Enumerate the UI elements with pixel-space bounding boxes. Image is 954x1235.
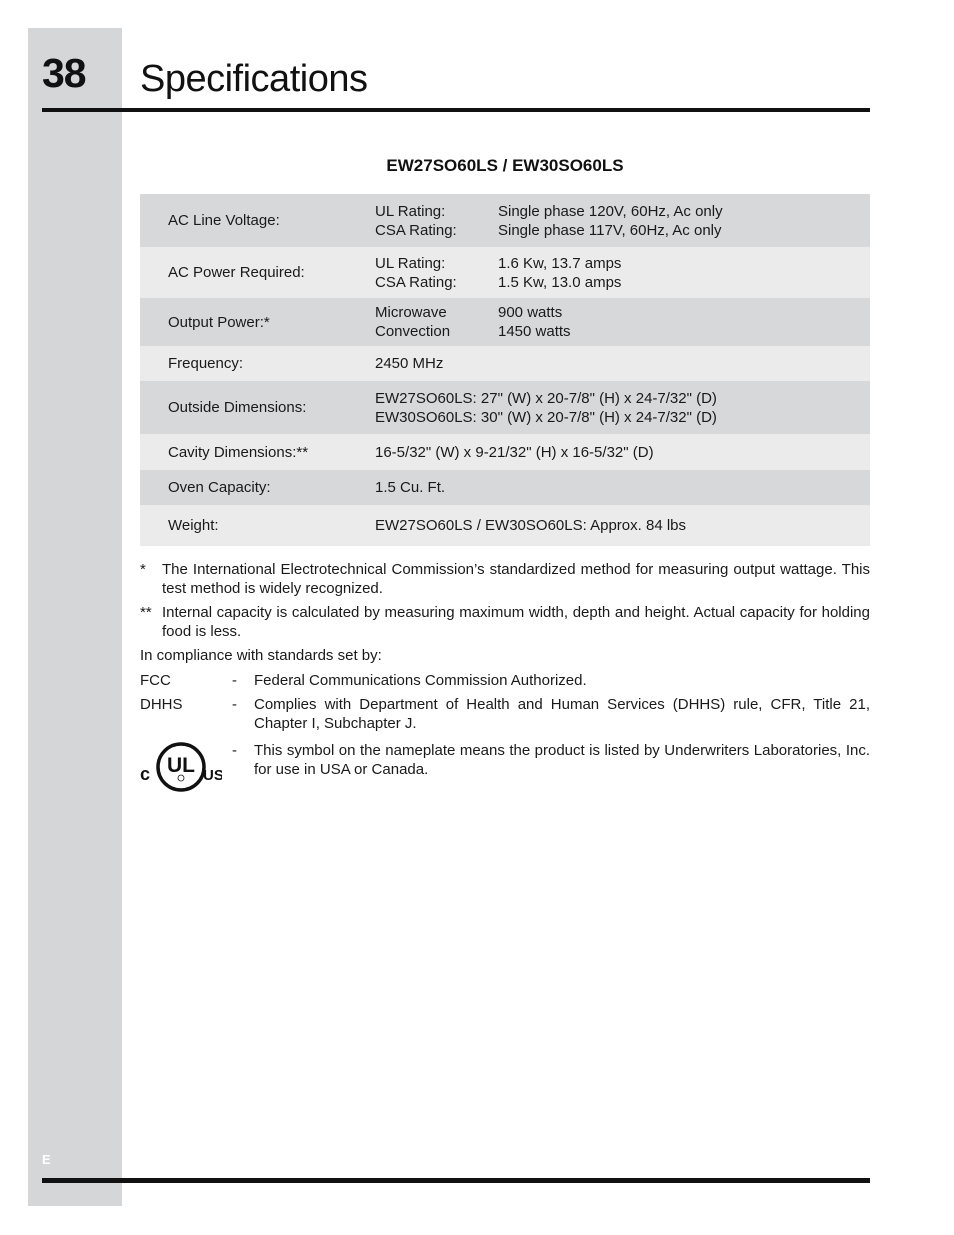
spec-label: AC Line Voltage:	[168, 212, 280, 229]
spec-value: 16-5/32" (W) x 9-21/32" (H) x 16-5/32" (D)	[375, 443, 654, 461]
footnote-mark: *	[140, 561, 146, 578]
compliance-org: DHHS	[140, 696, 183, 713]
spec-value: Single phase 120V, 60Hz, Ac only	[498, 202, 723, 220]
spec-values	[375, 389, 870, 427]
compliance-dash: -	[232, 696, 237, 713]
compliance-item-dhhs	[140, 695, 870, 733]
page-number: 38	[42, 50, 86, 96]
compliance-dash: -	[232, 672, 237, 689]
spec-label: Cavity Dimensions:**	[168, 443, 309, 461]
spec-values	[375, 478, 870, 497]
cul-us-letters: US	[203, 767, 222, 784]
footnote	[140, 603, 870, 641]
spec-row-ac-line-voltage	[140, 194, 870, 247]
spec-key: Microwave	[375, 304, 447, 321]
spec-key: CSA Rating:	[375, 221, 457, 239]
spec-value: 2450 MHz	[375, 355, 444, 372]
spec-value: 900 watts	[498, 304, 563, 321]
cul-ul-letters: UL	[167, 754, 195, 777]
page-sidebar	[28, 28, 122, 1206]
model-heading: EW27SO60LS / EW30SO60LS	[386, 156, 624, 175]
spec-label: Outside Dimensions:	[168, 399, 307, 416]
spec-values	[375, 202, 870, 240]
compliance-dash: -	[232, 742, 237, 759]
spec-label: Oven Capacity:	[168, 479, 271, 496]
compliance-item-fcc	[140, 671, 870, 690]
spec-row-outside-dimensions	[140, 381, 870, 434]
spec-values	[375, 303, 870, 341]
footnote-text: The International Electrotechnical Commission’s standardized method for measuring output wattage. This test method is widely recognized.	[162, 561, 870, 597]
spec-key: Convection	[375, 323, 451, 340]
spec-value: 1.5 Kw, 13.0 amps	[498, 273, 622, 291]
header-divider	[42, 108, 870, 112]
spec-value: 1.6 Kw, 13.7 amps	[498, 254, 622, 272]
spec-label: Frequency:	[168, 355, 244, 372]
compliance-text: Federal Communications Commission Authorized.	[254, 672, 587, 689]
spec-value: 1450 watts	[498, 323, 571, 340]
spec-value: 1.5 Cu. Ft.	[375, 479, 446, 496]
spec-values	[375, 443, 870, 462]
spec-values	[375, 516, 870, 535]
page-title: Specifications	[140, 58, 368, 100]
notes-section	[140, 560, 870, 798]
spec-label: Weight:	[168, 517, 219, 534]
spec-label: AC Power Required:	[168, 264, 305, 281]
spec-label: Output Power:*	[168, 313, 270, 331]
spec-row-output-power	[140, 298, 870, 346]
spec-row-cavity-dimensions	[140, 434, 870, 470]
footnote	[140, 560, 870, 598]
spec-row-ac-power-required	[140, 247, 870, 298]
spec-row-weight	[140, 505, 870, 546]
spec-key: UL Rating:	[375, 202, 446, 220]
footnote-mark: **	[140, 604, 152, 621]
compliance-text: Complies with Department of Health and Human Services (DHHS) rule, CFR, Title 21, Chapter I, Subchapter J.	[254, 696, 870, 732]
spec-value: EW27SO60LS / EW30SO60LS: Approx. 84 lbs	[375, 517, 687, 534]
spec-values	[375, 354, 870, 373]
cul-c-letter: c	[140, 764, 151, 784]
spec-values	[375, 254, 870, 292]
spec-value: EW27SO60LS: 27" (W) x 20-7/8" (H) x 24-7/32" (D)	[375, 389, 717, 407]
language-marker: E	[42, 1152, 51, 1167]
spec-key: CSA Rating:	[375, 273, 457, 291]
specifications-table	[140, 194, 870, 546]
compliance-org: FCC	[140, 672, 171, 689]
compliance-text: This symbol on the nameplate means the product is listed by Underwriters Laboratories, Inc. for use in USA or Canada.	[254, 742, 870, 778]
spec-key: UL Rating:	[375, 254, 446, 272]
spec-value: Single phase 117V, 60Hz, Ac only	[498, 221, 722, 239]
footnote-text: Internal capacity is calculated by measuring maximum width, depth and height. Actual capacity for holding food is less.	[162, 604, 870, 640]
spec-value: EW30SO60LS: 30" (W) x 20-7/8" (H) x 24-7/32" (D)	[375, 408, 717, 426]
compliance-item-ul	[140, 741, 870, 793]
cul-us-listing-mark-icon	[140, 741, 232, 793]
footer-divider	[42, 1178, 870, 1183]
spec-row-oven-capacity	[140, 470, 870, 505]
spec-row-frequency	[140, 346, 870, 381]
compliance-intro: In compliance with standards set by:	[140, 647, 382, 664]
